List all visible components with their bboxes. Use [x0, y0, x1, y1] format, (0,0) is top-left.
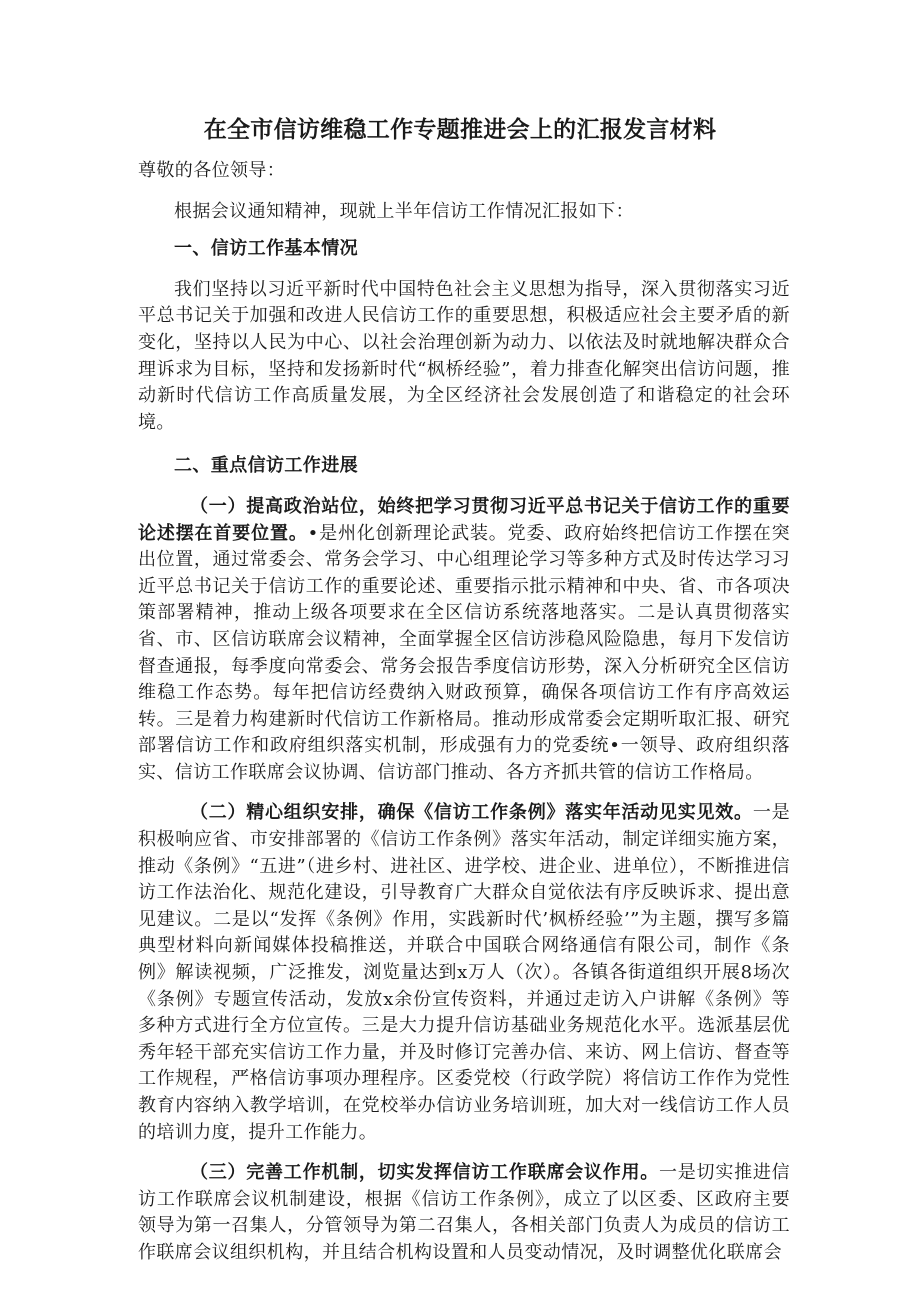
item-2-text: 一是积极响应省、市安排部署的《信访工作条例》落实年活动，制定详细实施方案，推动《条例》“五进”（进乡村、进社区、进学校、进企业、进单位），不断推进信访工作法治化、规范化建设，引导教育广大群众自觉依法有序反映诉求、提出意见建议。二是以“发挥《条例》作用，实践新时代’枫桥经验’”为主题，撰写多篇典型材料向新闻媒体投稿推送，并联合中国联合网络通信有限公司，制作《条例》解读视频，广泛推发，浏览量达到x万人（次）。各镇各街道组织开展8场次《条例》专题宣传活动，发放x余份宣传资料，并通过走访入户讲解《条例》等多种方式进行全方位宣传。三是大力提升信访基础业务规范化水平。选派基层优秀年轻干部充实信访工作力量，并及时修订完善办信、来访、网上信访、督查等工作规程，严格信访事项办理程序。区委党校（行政学院）将信访工作作为党性教育内容纳入教学培训，在党校举办信访业务培训班，加大对一线信访工作人员的培训力度，提升工作能力。 — [138, 802, 790, 1143]
section-2-item-3 — [138, 1160, 790, 1266]
item-2-lead: （二）精心组织安排，确保《信访工作条例》落实年活动见实见效。 — [190, 802, 753, 824]
item-3-lead: （三）完善工作机制，切实发挥信访工作联席会议作用。 — [190, 1162, 660, 1184]
item-3-text: 一是切实推进信访工作联席会议机制建设，根据《信访工作条例》，成立了以区委、区政府主要领导为第一召集人，分管领导为第二召集人，各相关部门负责人为成员的信访工作联席会议组织机构，并且结合机构设置和人员变动情况，及时调整优化联席会 — [138, 1162, 790, 1263]
section-2-item-1 — [138, 494, 790, 787]
document-body — [138, 158, 790, 1267]
document-title: 在全市信访维稳工作专题推进会上的汇报发言材料 — [203, 117, 717, 143]
section-1-paragraph: 我们坚持以习近平新时代中国特色社会主义思想为指导，深入贯彻落实习近平总书记关于加强和改进人民信访工作的重要思想，积极适应社会主要矛盾的新变化，坚持以人民为中心、以社会治理创新为动力、以依法及时就地解决群众合理诉求为目标，坚持和发扬新时代“枫桥经验”，着力排查化解突出信访问题，推动新时代信访工作高质量发展，为全区经济社会发展创造了和谐稳定的社会环境。 — [138, 278, 790, 433]
salutation: 尊敬的各位领导： — [138, 160, 286, 181]
section-1-heading: 一、信访工作基本情况 — [174, 238, 358, 260]
item-1-text: •是州化创新理论武装。党委、政府始终把信访工作摆在突出位置，通过常委会、常务会学习、中心组理论学习等多种方式及时传达学习习近平总书记关于信访工作的重要论述、重要指示批示精神和中央、省、市各项决策部署精神，推动上级各项要求在全区信访系统落地落实。二是认真贯彻落实省、市、区信访联席会议精神，全面掌握全区信访涉稳风险隐患，每月下发信访督查通报，每季度向常委会、常务会报告季度信访形势，深入分析研究全区信访维稳工作态势。每年把信访经费纳入财政预算，确保各项信访工作有序高效运转。三是着力构建新时代信访工作新格局。推动形成常委会定期听取汇报、研究部署信访工作和政府组织落实机制，形成强有力的党委统•一领导、政府组织落实、信访工作联席会议协调、信访部门推动、各方齐抓共管的信访工作格局。 — [138, 522, 790, 783]
section-2-heading: 二、重点信访工作进展 — [174, 455, 358, 477]
section-2-item-2 — [138, 800, 790, 1146]
intro-paragraph: 根据会议通知精神，现就上半年信访工作情况汇报如下： — [174, 200, 634, 222]
item-1-lead: （一）提高政治站位，始终把学习贯彻习近平总书记关于信访工作的重要论述摆在首要位置。 — [138, 495, 790, 544]
